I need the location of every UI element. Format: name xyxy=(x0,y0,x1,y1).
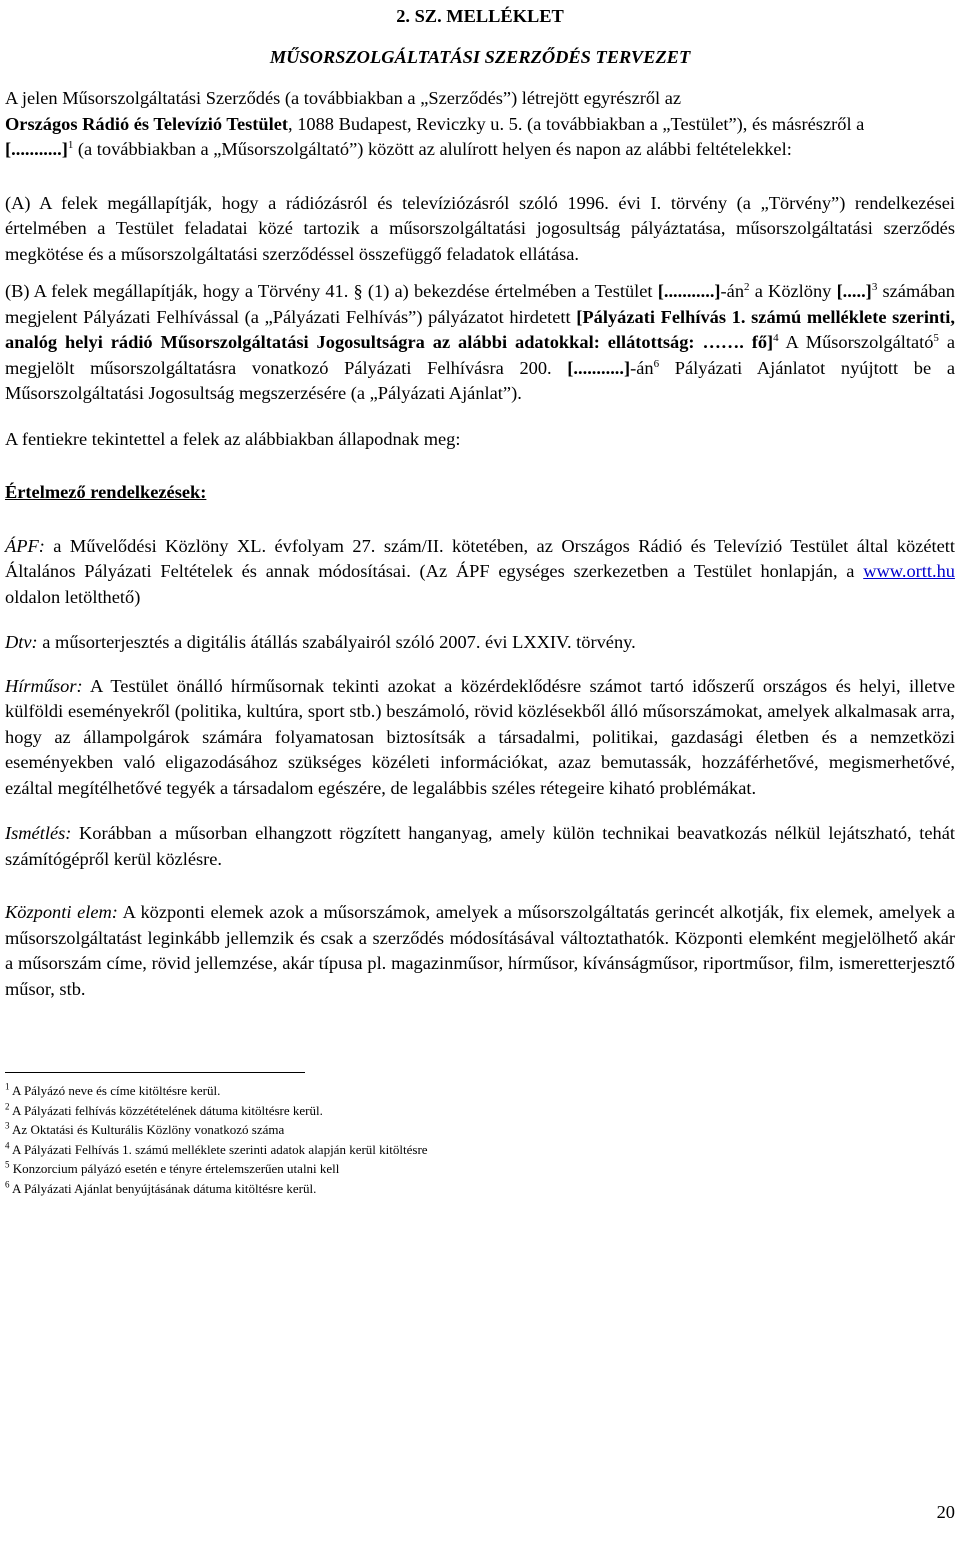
footnote-ref-2[interactable]: 2 xyxy=(744,280,750,293)
section-b-text-4: számában megjelent Pályázati Felhívással (a „Pályázati Felhívás”) pályázatot hirdetett xyxy=(5,281,955,327)
annex-heading: 2. SZ. MELLÉKLET xyxy=(396,6,564,26)
footnote-number: 1 xyxy=(5,1081,10,1092)
section-b-text-8: Pályázati Ajánlatot nyújtott be a Műsorszolgáltatási Jogosultság megszerzésére (a „Pályázati Ajánlat”). xyxy=(5,357,955,403)
section-b-text-3: a Közlöny xyxy=(749,281,837,301)
section-b-text-6: a megjelölt műsorszolgáltatásra vonatkozó Pályázati Felhívásra 200. xyxy=(5,332,955,378)
section-b-text-2: -án xyxy=(720,281,745,301)
org-name: Országos Rádió és Televízió Testület xyxy=(5,113,289,134)
agreement-line: A fentiekre tekintettel a felek az alábbiakban állapodnak meg: xyxy=(5,428,461,449)
footnote-2 xyxy=(5,1101,955,1121)
intro-paragraph xyxy=(5,86,955,163)
document-page xyxy=(5,0,955,1198)
footnote-ref-4[interactable]: 4 xyxy=(773,331,779,344)
footnote-number: 6 xyxy=(5,1179,10,1190)
term-kozponti-elem: Központi elem: xyxy=(5,902,118,922)
footnote-5 xyxy=(5,1159,955,1179)
term-dtv: Dtv: xyxy=(5,632,38,652)
date-placeholder-2: [...........] xyxy=(567,357,631,378)
definition-apf-text: a Művelődési Közlöny XL. évfolyam 27. szám/II. kötetében, az Országos Rádió és Televízió Testület által közétett Általános Pályázati Feltételek és annak módosításai. (Az ÁPF egységes szerkezetben a Testület honlapján, a xyxy=(5,535,955,581)
intro-provider xyxy=(5,137,955,163)
footnote-text: A Pályázati Ajánlat benyújtásának dátuma kitöltésre kerül. xyxy=(9,1180,317,1196)
date-placeholder-1: [...........] xyxy=(657,281,721,301)
intro-parties xyxy=(5,112,955,138)
footnote-text: Az Oktatási és Kulturális Közlöny vonatkozó száma xyxy=(9,1122,285,1137)
term-ismetles: Ismétlés: xyxy=(5,823,72,843)
definition-ismetles xyxy=(5,821,955,872)
footnote-1 xyxy=(5,1081,955,1101)
footnote-number: 4 xyxy=(5,1140,10,1151)
definition-ismetles-text: Korábban a műsorban elhangzott rögzített hanganyag, amely külön technikai beavatkozás nélkül lejátszható, tehát számítógépről kerül közlésre. xyxy=(5,823,955,869)
footnote-6 xyxy=(5,1179,955,1199)
intro-provider-text: (a továbbiakban a „Műsorszolgáltató”) között az alulírott helyen és napon az alábbi feltételekkel: xyxy=(73,139,792,159)
footnote-text: A Pályázó neve és címe kitöltésre kerül. xyxy=(9,1083,221,1098)
section-b-text-5: A Műsorszolgáltató xyxy=(778,332,934,352)
definition-dtv-text: a műsorterjesztés a digitális átállás szabályairól szóló 2007. évi LXXIV. törvény. xyxy=(37,632,636,652)
org-address: , 1088 Budapest, Reviczky u. 5. (a továbbiakban a „Testület”), és másrészről a xyxy=(288,113,865,134)
footnote-text: Konzorcium pályázó esetén e tényre értelemszerűen utalni kell xyxy=(9,1161,340,1176)
document-title: MŰSORSZOLGÁLTATÁSI SZERZŐDÉS TERVEZET xyxy=(269,46,691,67)
footnote-text: A Pályázati Felhívás 1. számú melléklete szerinti adatok alapján kerül kitöltésre xyxy=(9,1141,428,1157)
definition-apf xyxy=(5,534,955,611)
term-hirmusor: Hírműsor: xyxy=(5,675,83,696)
definition-hirmusor-text: A Testület önálló hírműsornak tekinti azokat a közérdeklődésre számot tartó időszerű országos és helyi, illetve külföldi eseményekről (politika, kultúra, sport stb.) beszámoló, rövid közlésekből álló műsorszámokat, amelyek alkalmasak arra, hogy az állampolgárok számára folyamatosan biztosítsák a társadalmi, politikai, gazdasági életben és a nemzetközi eseményekben való eligazodásához szükséges közéleti információkat, azaz bemutassák, hozzáférhetővé, megismerhetővé, ezáltal megítélhetővé tegyék a társadalom egészére, de legalábbis széles rétegeire kiható problémákat. xyxy=(5,675,955,798)
definition-kozponti-elem xyxy=(5,900,955,1002)
definition-dtv xyxy=(5,630,955,656)
footnote-ref-1[interactable]: 1 xyxy=(67,138,74,151)
definition-apf-tail: oldalon letölthető) xyxy=(5,586,141,607)
definition-hirmusor xyxy=(5,674,955,802)
footnote-3 xyxy=(5,1120,955,1140)
intro-line-1: A jelen Műsorszolgáltatási Szerződés (a továbbiakban a „Szerződés”) létrejött egyrészről az xyxy=(5,88,682,108)
page-number: 20 xyxy=(936,1502,955,1522)
footnote-text: A Pályázati felhívás közzétételének dátuma kitöltésre kerül. xyxy=(9,1102,323,1118)
gazette-placeholder: [.....] xyxy=(836,281,872,301)
footnote-ref-6[interactable]: 6 xyxy=(653,357,660,370)
definition-kozponti-elem-text: A központi elemek azok a műsorszámok, amelyek a műsorszolgáltatás gerincét alkotják, fix elemek, amelyek a műsorszolgáltatást leginkább jellemzik és csak a szerződés módosításával változtathatók. Központi elemként megjelölhető akár a műsorszám címe, rövid jellemzése, akár típusa pl. magazinműsor, hírműsor, kívánságműsor, riportműsor, film, ismeretterjesztő műsor, stb. xyxy=(5,902,955,999)
footnote-number: 5 xyxy=(5,1159,10,1170)
section-b-text-7: -án xyxy=(630,357,654,378)
definitions-heading: Értelmező rendelkezések: xyxy=(5,482,207,502)
ortt-link[interactable]: www.ortt.hu xyxy=(863,561,955,581)
section-b-text-1: (B) A felek megállapítják, hogy a Törvény 41. § (1) a) bekezdése értelmében a Testület xyxy=(5,281,658,301)
term-apf: ÁPF: xyxy=(5,535,45,556)
footnote-number: 3 xyxy=(5,1120,10,1131)
provider-placeholder: [...........] xyxy=(5,139,68,159)
footnotes xyxy=(5,1081,955,1198)
footnote-ref-5[interactable]: 5 xyxy=(933,331,939,344)
footnote-4 xyxy=(5,1140,955,1160)
call-placeholder: [Pályázati Felhívás 1. számú melléklete szerinti, analóg helyi rádió Műsorszolgáltatási Jogosultságra az alábbi adatokkal: ellátottság: ……. fő] xyxy=(5,306,955,352)
section-a: (A) A felek megállapítják, hogy a rádiózásról és televíziózásról szóló 1996. évi I. törvény (a „Törvény”) rendelkezései értelmében a Testület feladatai közé tartozik a műsorszolgáltatási jogosultság pályáztatása, műsorszolgáltatási szerződés megkötése és a műsorszolgáltatási szerződéssel összefüggő feladatok ellátása. xyxy=(5,192,955,264)
footnote-separator xyxy=(5,1072,305,1073)
footnote-ref-3[interactable]: 3 xyxy=(871,280,878,293)
section-b xyxy=(5,279,955,407)
footnote-number: 2 xyxy=(5,1101,10,1112)
